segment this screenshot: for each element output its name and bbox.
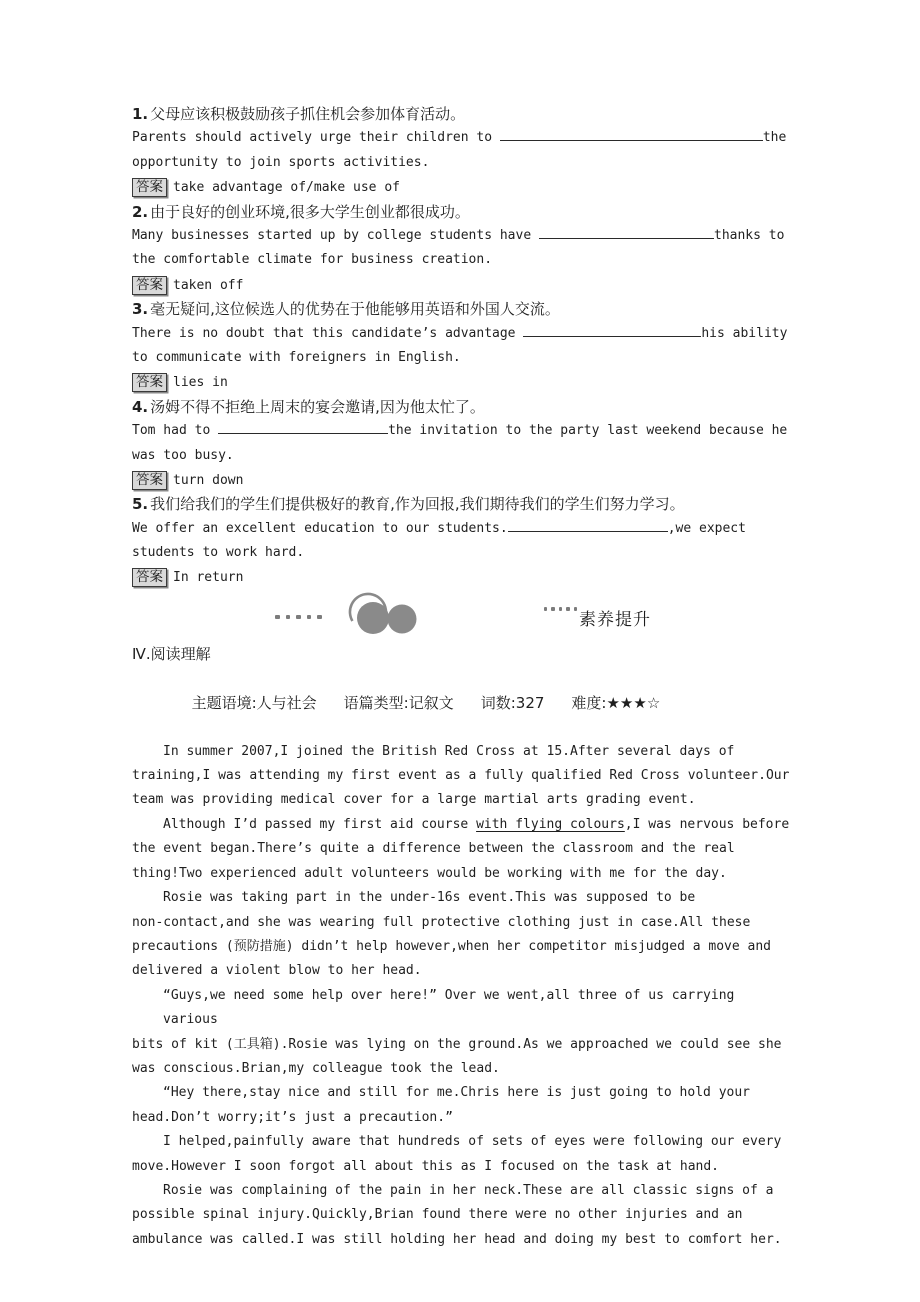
fill-blank: [508, 518, 668, 532]
exercise-4-chinese-text: 汤姆不得不拒绝上周末的宴会邀请,因为他太忙了。: [150, 397, 485, 416]
exercise-1-number: 1.: [132, 105, 149, 123]
exercise-4-chinese: [132, 395, 794, 419]
answer-text: take advantage of/make use of: [173, 179, 400, 195]
reading-meta: [132, 666, 794, 739]
exercise-2-en-after: thanks to: [714, 228, 785, 244]
answer-badge: 答案: [132, 276, 167, 295]
passage-line: Rosie was taking part in the under-16s event.This was supposed to be: [163, 890, 696, 906]
section-divider: [132, 592, 794, 642]
exercise-5-english-line2: students to work hard.: [132, 545, 305, 561]
answer-text: taken off: [173, 277, 244, 293]
passage-line: “Guys,we need some help over here!” Over we went,all three of us carrying various: [163, 987, 743, 1028]
passage-line: training,I was attending my first event as a fully qualified Red Cross volunteer.Our: [132, 768, 790, 784]
passage-line: head.Don’t worry;it’s just a precaution.”: [132, 1109, 453, 1125]
exercise-2-english-line2: the comfortable climate for business creation.: [132, 252, 493, 268]
meta-genre: 语篇类型:记叙文: [343, 693, 454, 712]
answer-text: In return: [173, 570, 244, 586]
passage-line: delivered a violent blow to her head.: [132, 963, 422, 979]
divider-dots-left: [275, 615, 322, 620]
page-content: [132, 102, 794, 1252]
exercise-3-chinese: [132, 297, 794, 321]
exercise-3-english-line2: to communicate with foreigners in English.: [132, 350, 461, 366]
exercise-5-chinese: [132, 492, 794, 516]
answer-badge: 答案: [132, 568, 167, 587]
exercise-1-answer-row: [132, 175, 794, 199]
fill-blank: [539, 225, 714, 239]
exercise-1-english-line2: opportunity to join sports activities.: [132, 154, 430, 170]
passage-line: precautions (预防措施) didn’t help however,when her competitor misjudged a move and: [132, 938, 771, 954]
answer-text: turn down: [173, 472, 244, 488]
passage-line: was conscious.Brian,my colleague took the lead.: [132, 1060, 500, 1076]
passage-line: non-contact,and she was wearing full protective clothing just in case.All these: [132, 914, 751, 930]
exercise-5-chinese-text: 我们给我们的学生们提供极好的教育,作为回报,我们期待我们的学生们努力学习。: [150, 495, 685, 514]
exercise-4-en-after: the invitation to the party last weekend because he: [388, 423, 788, 439]
fill-blank: [500, 127, 763, 141]
fill-blank: [218, 420, 388, 434]
answer-text: lies in: [173, 375, 228, 391]
passage-line: the event began.There’s quite a difference between the classroom and the real: [132, 841, 735, 857]
passage-line: Rosie was complaining of the pain in her neck.These are all classic signs of a: [163, 1182, 774, 1198]
passage-line: thing!Two experienced adult volunteers would be working with me for the day.: [132, 865, 727, 881]
exercise-1-en-after: the: [762, 130, 787, 146]
passage-line-post: ,I was nervous before: [624, 816, 790, 832]
exercise-2-en-before: Many businesses started up by college students have: [132, 228, 539, 244]
answer-badge: 答案: [132, 471, 167, 490]
exercise-5-en-after: ,we expect: [667, 520, 746, 536]
passage-line: bits of kit (工具箱).Rosie was lying on the ground.As we approached we could see she: [132, 1036, 782, 1052]
meta-difficulty: 难度:★★★☆: [571, 693, 661, 712]
answer-badge: 答案: [132, 178, 167, 197]
exercise-3-number: 3.: [132, 300, 149, 319]
exercise-2-chinese: [132, 200, 794, 224]
divider-dots-right: [544, 607, 578, 611]
passage-line-pre: Although I’d passed my first aid course: [163, 816, 477, 832]
exercise-4-en-before: Tom had to: [132, 423, 219, 439]
passage-line: move.However I soon forgot all about this as I focused on the task at hand.: [132, 1158, 719, 1174]
exercise-1-english: [132, 126, 794, 150]
exercise-1-chinese-text: 父母应该积极鼓励孩子抓住机会参加体育活动。: [150, 105, 466, 123]
exercise-4-english-line2: was too busy.: [132, 447, 234, 463]
underlined-phrase: with flying colours: [476, 816, 625, 832]
exercise-2-english: [132, 224, 794, 248]
exercise-1-en-before: Parents should actively urge their children to: [132, 130, 500, 146]
exercise-5-answer-row: [132, 566, 794, 590]
passage-line: “Hey there,stay nice and still for me.Chris here is just going to hold your: [163, 1085, 750, 1101]
exercise-3-en-after: his ability: [701, 325, 788, 341]
exercise-2-chinese-text: 由于良好的创业环境,很多大学生创业都很成功。: [150, 202, 470, 221]
exercise-5-en-before: We offer an excellent education to our students.: [132, 520, 508, 536]
passage-line: In summer 2007,I joined the British Red Cross at 15.After several days of: [163, 743, 735, 759]
meta-topic-context: 主题语境:人与社会: [191, 693, 317, 712]
fill-blank: [523, 323, 701, 337]
exercise-3-chinese-text: 毫无疑问,这位候选人的优势在于他能够用英语和外国人交流。: [150, 300, 560, 319]
meta-word-count: 词数:327: [480, 693, 545, 712]
exercise-5-number: 5.: [132, 495, 149, 514]
exercise-4-answer-row: [132, 468, 794, 492]
passage-line: team was providing medical cover for a large martial arts grading event.: [132, 792, 696, 808]
exercise-2-answer-row: [132, 273, 794, 297]
exercise-3-english: [132, 322, 794, 346]
overlapping-circles-icon: [332, 592, 436, 642]
passage-line: [132, 813, 794, 837]
exercise-2-number: 2.: [132, 202, 149, 221]
exercise-4-english: [132, 419, 794, 443]
competence-section-label: 素养提升: [579, 609, 651, 630]
exercise-3-en-before: There is no doubt that this candidate’s advantage: [132, 325, 524, 341]
passage-line: I helped,painfully aware that hundreds of sets of eyes were following our every: [163, 1134, 782, 1150]
exercise-1-chinese: [132, 102, 794, 126]
exercise-5-english: [132, 517, 794, 541]
passage-line: possible spinal injury.Quickly,Brian found there were no other injuries and an: [132, 1207, 743, 1223]
reading-section-title: Ⅳ.阅读理解: [132, 645, 211, 664]
exercise-4-number: 4.: [132, 397, 149, 416]
passage-line: ambulance was called.I was still holding her head and doing my best to comfort her.: [132, 1231, 782, 1247]
answer-badge: 答案: [132, 373, 167, 392]
exercise-3-answer-row: [132, 370, 794, 394]
